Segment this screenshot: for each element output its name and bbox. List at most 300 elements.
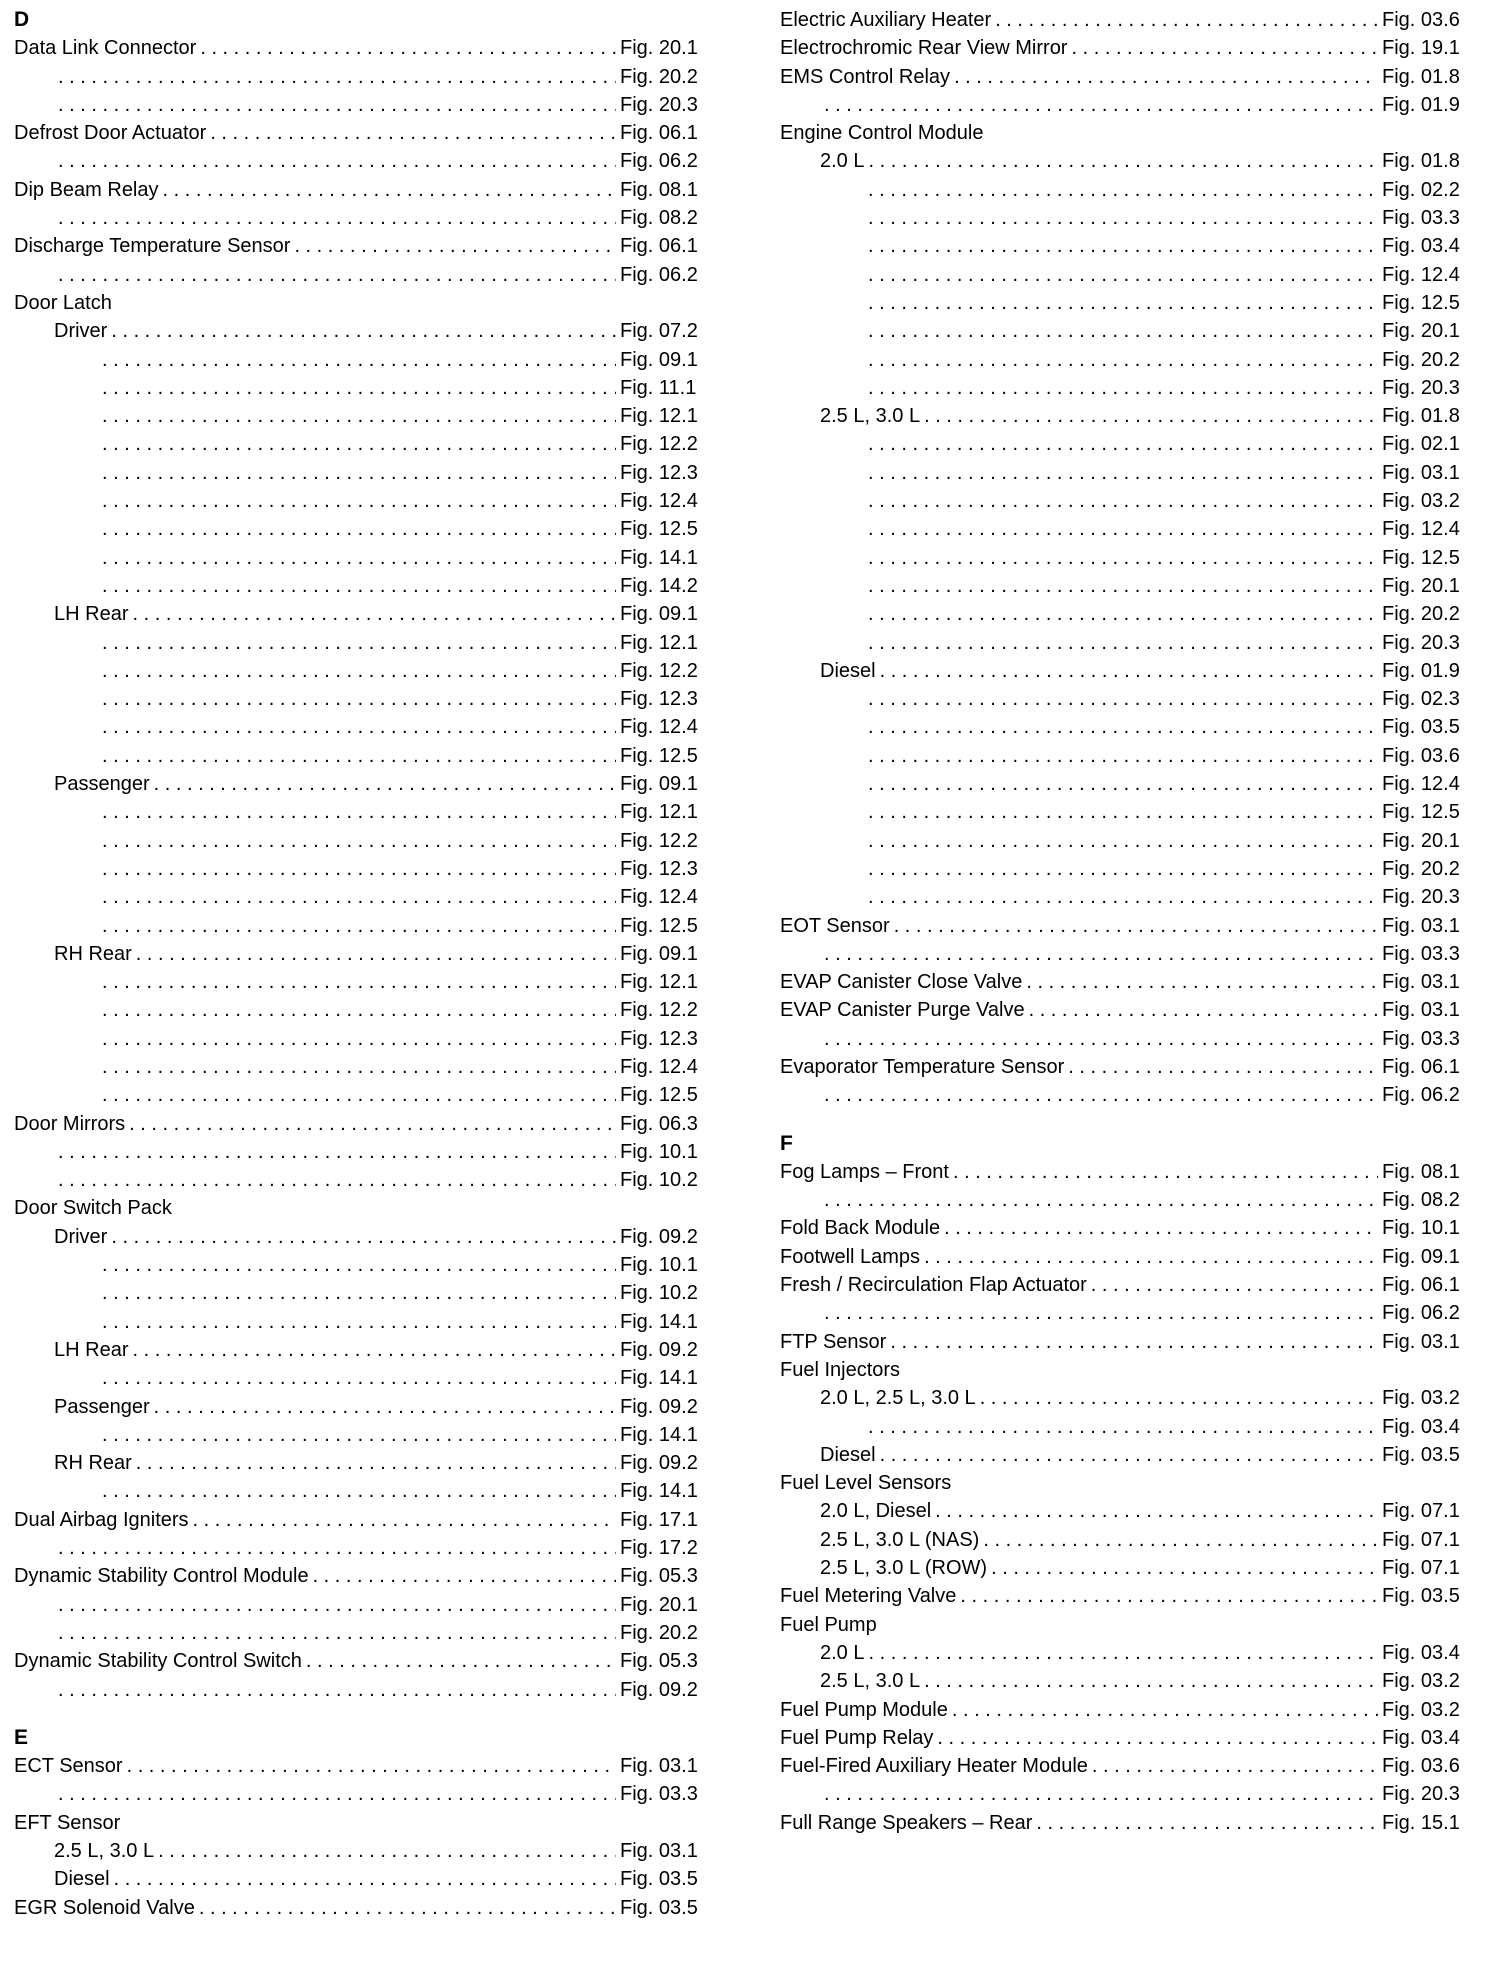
dot-leader [102,430,616,458]
figure-reference: Fig. 10.1 [620,1140,698,1163]
index-entry [14,374,708,402]
index-entry [14,402,708,430]
dot-leader [102,487,616,515]
index-entry [780,1780,1470,1808]
figure-reference: Fig. 03.5 [620,1868,698,1891]
index-heading [14,1194,708,1222]
index-entry [780,1384,1470,1412]
index-entry [14,629,708,657]
figure-reference: Fig. 12.3 [620,857,698,880]
dot-leader [868,798,1378,826]
dot-leader [868,855,1378,883]
dot-leader [880,657,1378,685]
index-entry [780,1724,1470,1752]
figure-reference: Fig. 03.3 [1382,207,1460,230]
dot-leader [102,996,616,1024]
entry-label: EMS Control Relay [780,65,951,88]
entry-label: Diesel [820,1443,876,1466]
figure-reference: Fig. 09.2 [620,1678,698,1701]
figure-reference: Fig. 03.1 [1382,461,1460,484]
dot-leader [868,883,1378,911]
index-entry [14,685,708,713]
dot-leader [868,346,1378,374]
entry-label: 2.5 L, 3.0 L [820,1670,921,1693]
figure-reference: Fig. 07.1 [1382,1528,1460,1551]
index-entry [780,685,1470,713]
figure-reference: Fig. 03.5 [1382,716,1460,739]
dot-leader [952,1696,1378,1724]
entry-label: 2.0 L [820,1641,865,1664]
figure-reference: Fig. 10.1 [1382,1217,1460,1240]
figure-reference: Fig. 03.2 [1382,1387,1460,1410]
dot-leader [58,1619,616,1647]
entry-label: Dual Airbag Igniters [14,1508,189,1531]
index-entry [14,1025,708,1053]
dot-leader [127,1752,616,1780]
entry-label: 2.0 L, 2.5 L, 3.0 L [820,1387,976,1410]
index-heading [780,1469,1470,1497]
figure-reference: Fig. 12.4 [1382,518,1460,541]
figure-reference: Fig. 06.3 [620,1112,698,1135]
index-entry [14,1647,708,1675]
dot-leader [880,1441,1378,1469]
entry-label: 2.5 L, 3.0 L [54,1840,155,1862]
index-entry [780,459,1470,487]
figure-reference: Fig. 14.1 [620,1310,698,1333]
entry-label: Fog Lamps – Front [780,1160,949,1183]
index-entry [780,1214,1470,1242]
dot-leader [114,1865,616,1893]
dot-leader [868,176,1378,204]
figure-reference: Fig. 03.5 [620,1896,698,1919]
entry-label: LH Rear [54,1338,129,1361]
index-entry [14,261,708,289]
dot-leader [102,374,616,402]
entry-label: Footwell Lamps [780,1245,921,1268]
dot-leader [102,883,616,911]
index-entry [780,798,1470,826]
figure-reference: Fig. 03.1 [620,1840,698,1862]
entry-label: Fuel Metering Valve [780,1585,957,1608]
figure-reference: Fig. 12.2 [620,829,698,852]
index-heading [780,119,1470,147]
figure-reference: Fig. 20.1 [1382,574,1460,597]
figure-reference: Fig. 09.1 [620,603,698,626]
figure-reference: Fig. 20.2 [1382,603,1460,626]
figure-reference: Fig. 12.2 [620,659,698,682]
dot-leader [58,204,616,232]
entry-label: EGR Solenoid Valve [14,1896,195,1919]
figure-reference: Fig. 20.2 [620,65,698,88]
dot-leader [924,402,1378,430]
dot-leader [868,685,1378,713]
dot-leader [953,1158,1378,1186]
index-entry [780,713,1470,741]
dot-leader [102,742,616,770]
figure-reference: Fig. 20.1 [1382,320,1460,343]
figure-reference: Fig. 03.1 [1382,914,1460,937]
entry-label: ECT Sensor [14,1755,123,1778]
figure-reference: Fig. 05.3 [620,1565,698,1588]
dot-leader [868,770,1378,798]
entry-label: 2.0 L, Diesel [820,1500,932,1523]
entry-label: Passenger [54,1395,150,1418]
entry-label: RH Rear [54,1452,132,1475]
dot-leader [102,685,616,713]
figure-reference: Fig. 03.6 [1382,9,1460,31]
index-entry [780,402,1470,430]
index-entry [780,147,1470,175]
figure-reference: Fig. 03.3 [1382,1027,1460,1050]
dot-leader [102,1279,616,1307]
figure-reference: Fig. 14.1 [620,1423,698,1446]
figure-reference: Fig. 14.1 [620,1367,698,1390]
figure-reference: Fig. 03.2 [1382,1698,1460,1721]
figure-reference: Fig. 12.5 [1382,291,1460,314]
index-entry [780,261,1470,289]
entry-label: Defrost Door Actuator [14,122,207,145]
dot-leader [1092,1752,1378,1780]
figure-reference: Fig. 02.1 [1382,433,1460,456]
figure-reference: Fig. 12.2 [620,999,698,1022]
figure-reference: Fig. 09.1 [1382,1245,1460,1268]
figure-reference: Fig. 12.4 [620,716,698,739]
dot-leader [102,346,616,374]
dot-leader [868,317,1378,345]
index-entry [780,1243,1470,1271]
figure-reference: Fig. 08.1 [1382,1160,1460,1183]
figure-reference: Fig. 20.3 [1382,1783,1460,1806]
index-entry [780,1667,1470,1695]
figure-reference: Fig. 09.2 [620,1225,698,1248]
dot-leader [868,742,1378,770]
dot-leader [824,1299,1378,1327]
entry-label: Door Latch [14,291,112,314]
index-entry [780,6,1470,34]
figure-reference: Fig. 14.1 [620,546,698,569]
index-entry [780,1809,1470,1837]
figure-reference: Fig. 10.1 [620,1254,698,1277]
index-entry [14,968,708,996]
index-entry [14,883,708,911]
figure-reference: Fig. 12.5 [620,744,698,767]
figure-reference: Fig. 20.3 [1382,886,1460,909]
figure-reference: Fig. 06.1 [1382,1274,1460,1297]
dot-leader [58,91,616,119]
figure-reference: Fig. 12.5 [620,518,698,541]
figure-reference: Fig. 17.1 [620,1508,698,1531]
figure-reference: Fig. 01.8 [1382,65,1460,88]
index-entry [14,317,708,345]
figure-reference: Fig. 01.8 [1382,150,1460,173]
index-entry [14,1421,708,1449]
index-entry [780,317,1470,345]
index-entry [14,1837,708,1865]
dot-leader [58,1591,616,1619]
figure-reference: Fig. 20.3 [1382,631,1460,654]
figure-reference: Fig. 06.2 [620,150,698,173]
figure-reference: Fig. 10.2 [620,1169,698,1192]
index-entry [14,1336,708,1364]
index-entry [14,1506,708,1534]
dot-leader [102,515,616,543]
index-entry [14,1534,708,1562]
figure-reference: Fig. 06.1 [1382,1055,1460,1078]
figure-reference: Fig. 20.1 [620,1593,698,1616]
dot-leader [944,1214,1378,1242]
figure-reference: Fig. 07.1 [1382,1557,1460,1580]
index-entry [780,827,1470,855]
dot-leader [991,1554,1378,1582]
dot-leader [102,1251,616,1279]
index-entry [780,855,1470,883]
figure-reference: Fig. 12.4 [620,886,698,909]
entry-label: Electrochromic Rear View Mirror [780,37,1068,60]
index-entry [14,855,708,883]
index-entry [14,119,708,147]
dot-leader [868,487,1378,515]
index-entry [780,1025,1470,1053]
figure-reference: Fig. 05.3 [620,1650,698,1673]
index-entry [780,1081,1470,1109]
figure-reference: Fig. 06.2 [1382,1302,1460,1325]
figure-reference: Fig. 03.4 [1382,1415,1460,1438]
figure-reference: Fig. 03.4 [1382,235,1460,258]
dot-leader [924,1243,1378,1271]
dot-leader [111,317,616,345]
figure-reference: Fig. 12.5 [620,914,698,937]
dot-leader [102,544,616,572]
dot-leader [102,1025,616,1053]
index-entry [14,940,708,968]
dot-leader [868,430,1378,458]
dot-leader [129,1110,616,1138]
dot-leader [894,912,1378,940]
dot-leader [102,657,616,685]
dot-leader [868,572,1378,600]
figure-reference: Fig. 15.1 [1382,1811,1460,1834]
entry-label: Door Mirrors [14,1112,126,1135]
figure-reference: Fig. 03.1 [1382,999,1460,1022]
index-entry [14,1477,708,1505]
dot-leader [136,940,616,968]
index-entry [780,515,1470,543]
dot-leader [924,1667,1378,1695]
dot-leader [868,232,1378,260]
index-entry [14,1081,708,1109]
index-entry [14,34,708,62]
dot-leader [102,459,616,487]
figure-reference: Fig. 12.3 [620,688,698,711]
index-entry [14,1364,708,1392]
section-letter: F [780,1131,793,1155]
index-entry [780,1526,1470,1554]
index-entry [14,176,708,204]
index-entry [14,1865,708,1893]
section-letter: E [14,1725,29,1749]
dot-leader [111,1223,616,1251]
figure-reference: Fig. 03.2 [1382,490,1460,513]
dot-leader [102,629,616,657]
dot-leader [868,261,1378,289]
entry-label: Data Link Connector [14,37,197,60]
figure-reference: Fig. 01.8 [1382,405,1460,428]
index-entry [780,657,1470,685]
dot-leader [102,1364,616,1392]
dot-leader [868,459,1378,487]
dot-leader [58,261,616,289]
index-entry [14,713,708,741]
figure-reference: Fig. 06.1 [620,122,698,145]
figure-reference: Fig. 09.2 [620,1338,698,1361]
figure-reference: Fig. 14.2 [620,574,698,597]
index-entry [780,63,1470,91]
dot-leader [868,544,1378,572]
dot-leader [1036,1809,1378,1837]
entry-label: 2.0 L [820,150,865,173]
figure-reference: Fig. 06.2 [1382,1084,1460,1107]
figure-reference: Fig. 06.1 [620,235,698,258]
dot-leader [58,1166,616,1194]
entry-label: Diesel [820,659,876,682]
entry-label: Fuel Injectors [780,1358,901,1381]
dot-leader [824,940,1378,968]
index-entry [14,742,708,770]
dot-leader [199,1894,616,1922]
index-entry [14,487,708,515]
index-column-right [780,6,1470,1837]
figure-reference: Fig. 12.5 [620,1084,698,1107]
index-entry [780,600,1470,628]
dot-leader [1068,1053,1378,1081]
dot-leader [868,629,1378,657]
index-entry [780,1413,1470,1441]
index-entry [780,204,1470,232]
dot-leader [102,1308,616,1336]
index-entry [780,1299,1470,1327]
entry-label: Dynamic Stability Control Switch [14,1650,302,1673]
dot-leader [935,1497,1378,1525]
dot-leader [824,1081,1378,1109]
dot-leader [102,912,616,940]
figure-reference: Fig. 20.2 [1382,857,1460,880]
index-heading [14,1809,708,1837]
index-entry [14,1591,708,1619]
entry-label: RH Rear [54,942,132,965]
dot-leader [868,1413,1378,1441]
index-entry [780,430,1470,458]
figure-reference: Fig. 14.1 [620,1480,698,1503]
index-entry [780,1752,1470,1780]
figure-reference: Fig. 09.1 [620,942,698,965]
index-entry [14,1223,708,1251]
index-heading [780,1356,1470,1384]
dot-leader [868,1639,1378,1667]
index-entry [14,430,708,458]
figure-reference: Fig. 12.4 [620,490,698,513]
index-heading [780,1611,1470,1639]
figure-reference: Fig. 08.1 [620,178,698,201]
entry-label: Discharge Temperature Sensor [14,235,291,258]
index-entry [780,940,1470,968]
index-entry [14,1053,708,1081]
figure-reference: Fig. 19.1 [1382,37,1460,60]
dot-leader [937,1724,1378,1752]
entry-label: Fuel Pump Relay [780,1726,934,1749]
index-entry [780,1696,1470,1724]
dot-leader [1026,968,1378,996]
dot-leader [1029,996,1378,1024]
figure-reference: Fig. 03.6 [1382,1755,1460,1778]
index-entry [14,1110,708,1138]
entry-label: Evaporator Temperature Sensor [780,1055,1065,1078]
index-entry [14,204,708,232]
entry-label: Fold Back Module [780,1217,941,1240]
index-entry [780,742,1470,770]
entry-label: Full Range Speakers – Rear [780,1811,1033,1834]
figure-reference: Fig. 08.2 [620,207,698,230]
figure-reference: Fig. 12.1 [620,801,698,824]
figure-reference: Fig. 12.1 [620,631,698,654]
figure-reference: Fig. 20.1 [620,37,698,60]
figure-reference: Fig. 17.2 [620,1537,698,1560]
figure-reference: Fig. 08.2 [1382,1189,1460,1212]
index-entry [14,657,708,685]
entry-label: Passenger [54,773,150,796]
figure-reference: Fig. 03.6 [1382,744,1460,767]
entry-label: Fuel Level Sensors [780,1472,952,1495]
dot-leader [890,1328,1378,1356]
figure-reference: Fig. 12.3 [620,1027,698,1050]
dot-leader [868,600,1378,628]
index-entry [780,544,1470,572]
index-entry [780,1497,1470,1525]
entry-label: Dynamic Stability Control Module [14,1565,309,1588]
figure-reference: Fig. 12.5 [1382,801,1460,824]
index-entry [14,63,708,91]
index-entry [14,1449,708,1477]
figure-reference: Fig. 20.3 [620,93,698,116]
index-entry [780,1639,1470,1667]
figure-reference: Fig. 09.1 [620,773,698,796]
dot-leader [824,91,1378,119]
index-entry [780,996,1470,1024]
index-entry [14,1279,708,1307]
index-entry [14,996,708,1024]
dot-leader [102,855,616,883]
index-entry [780,629,1470,657]
dot-leader [960,1582,1378,1610]
index-entry [14,827,708,855]
index-entry [14,1752,708,1780]
index-entry [780,1328,1470,1356]
index-entry [14,1393,708,1421]
dot-leader [102,402,616,430]
dot-leader [154,1393,616,1421]
dot-leader [868,374,1378,402]
entry-label: Fuel Pump Module [780,1698,948,1721]
index-entry [14,770,708,798]
index-entry [14,232,708,260]
index-entry [780,883,1470,911]
dot-leader [1091,1271,1378,1299]
index-entry [14,459,708,487]
dot-leader [136,1449,616,1477]
index-entry [780,91,1470,119]
index-entry [780,1158,1470,1186]
entry-label: Fuel-Fired Auxiliary Heater Module [780,1755,1088,1778]
figure-reference: Fig. 03.4 [1382,1726,1460,1749]
